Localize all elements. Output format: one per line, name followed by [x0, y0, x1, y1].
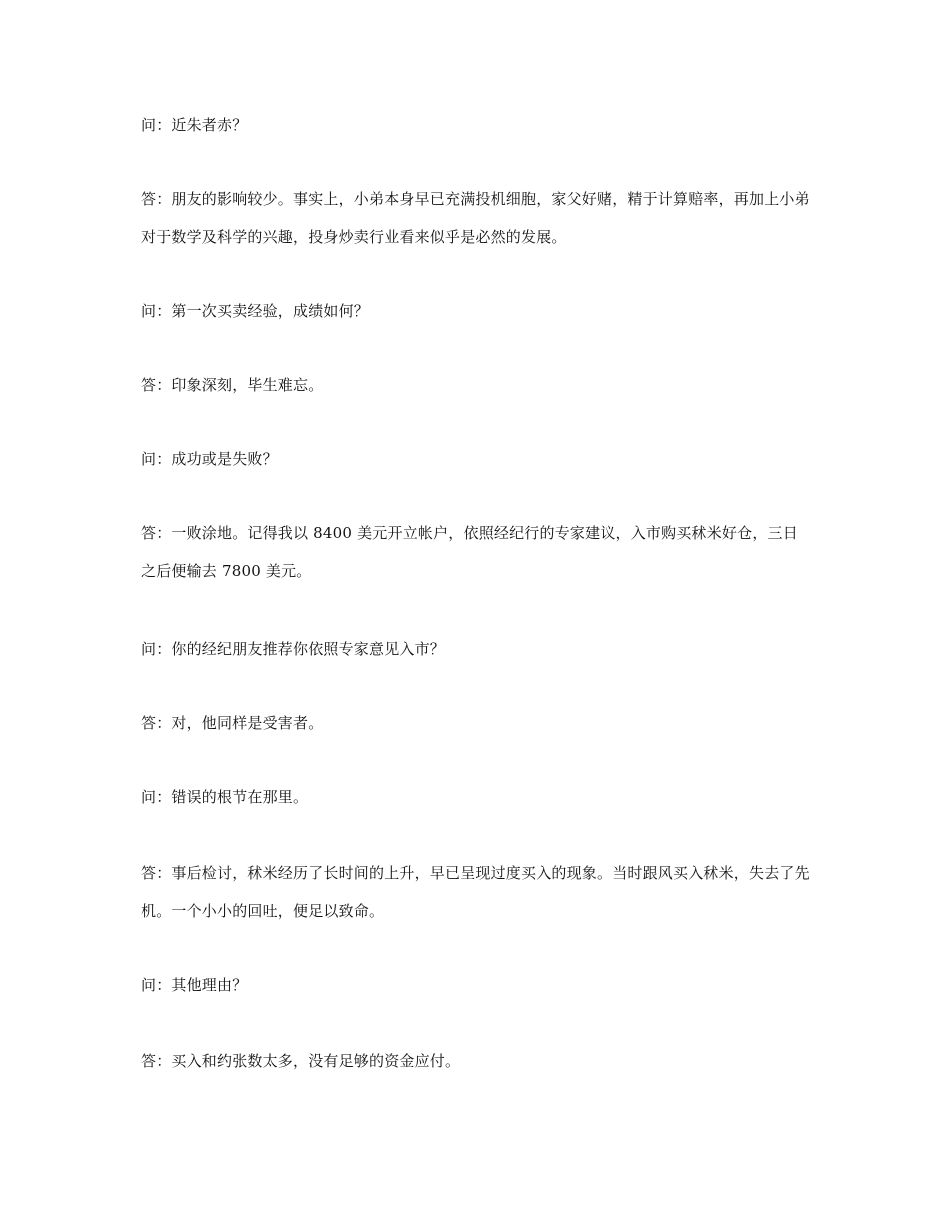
question-1: 问：近朱者赤？ — [141, 116, 248, 134]
answer-2: 答：印象深刻，毕生难忘。 — [141, 376, 324, 394]
answer-4: 答：对，他同样是受害者。 — [141, 714, 324, 732]
answer-3: 答：一败涂地。记得我以 8400 美元开立帐户，依照经纪行的专家建议，入市购买秫米好仓，三日之后便输去 7800 美元。 — [141, 524, 798, 580]
question-5: 问：错误的根节在那里。 — [141, 788, 309, 806]
answer-6: 答：买入和约张数太多，没有足够的资金应付。 — [141, 1052, 461, 1070]
question-4: 问：你的经纪朋友推荐你依照专家意见入市？ — [141, 640, 446, 658]
question-6: 问：其他理由？ — [141, 976, 248, 994]
answer-1: 答：朋友的影响较少。事实上，小弟本身早已充满投机细胞，家父好赌，精于计算赔率，再加上小弟对于数学及科学的兴趣，投身炒卖行业看来似乎是必然的发展。 — [141, 190, 810, 246]
question-2: 问：第一次买卖经验，成绩如何？ — [141, 302, 370, 320]
question-3: 问：成功或是失败？ — [141, 450, 278, 468]
answer-5: 答：事后检讨，秫米经历了长时间的上升，早已呈现过度买入的现象。当时跟风买入秫米，失去了先机。一个小小的回吐，便足以致命。 — [141, 864, 810, 920]
